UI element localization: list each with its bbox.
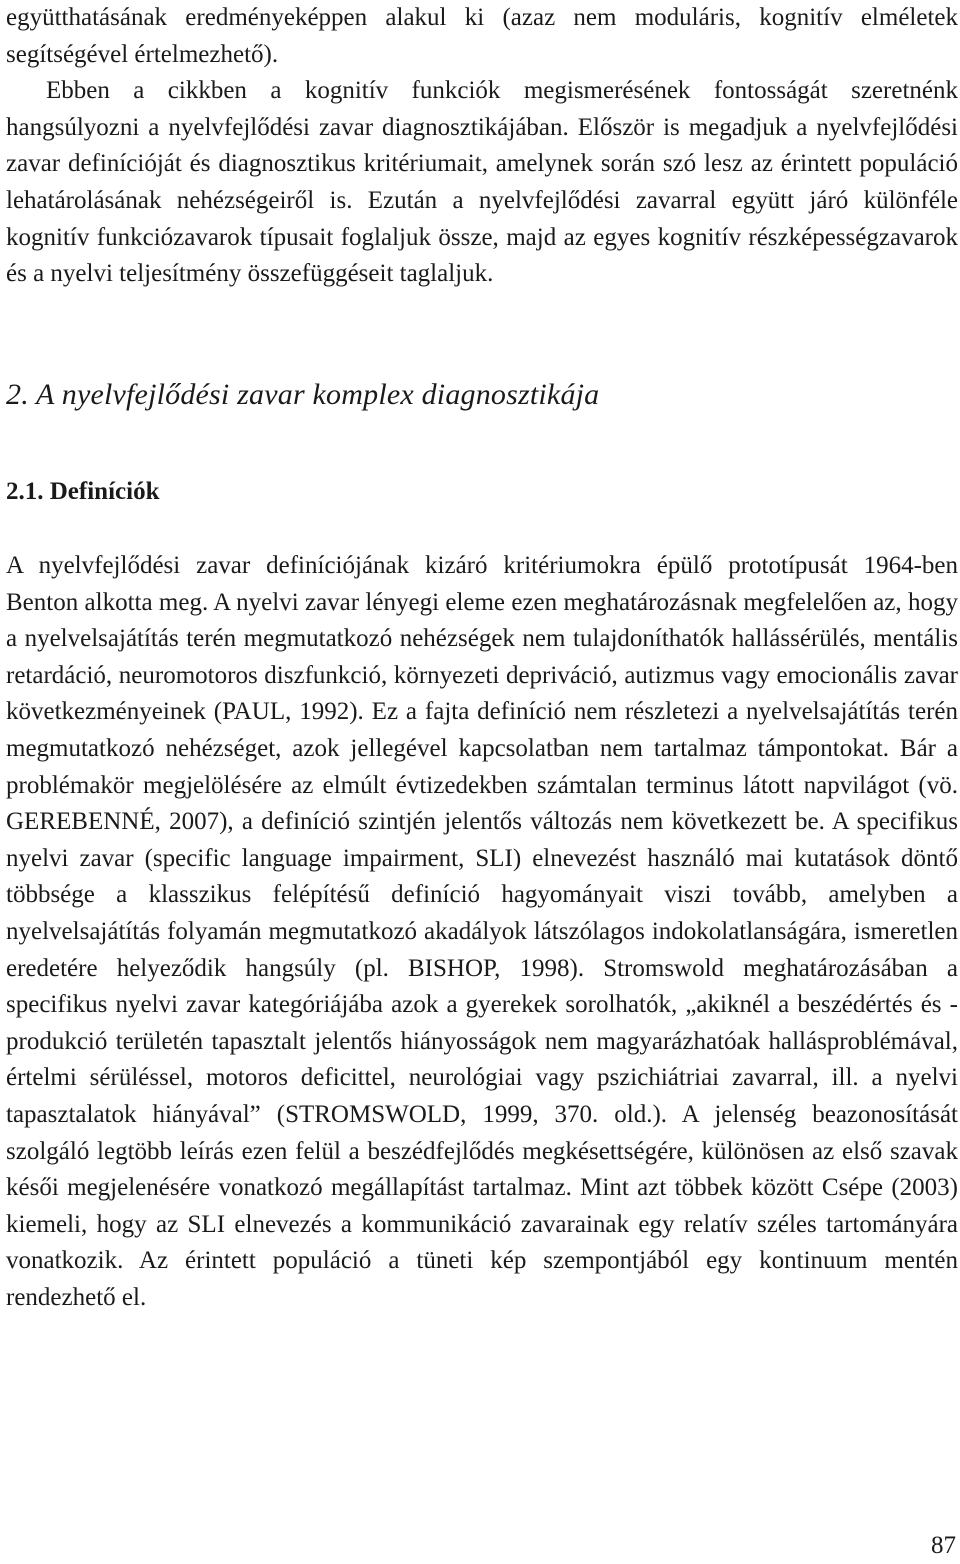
definitions-paragraph: A nyelvfejlődési zavar definíciójának kizáró kritériumokra épülő prototípusát 1964-ben Benton alkotta meg. A nyelvi zavar lényegi eleme ezen meghatározásnak megfelelően az, hogy a nyelvelsajátítás terén megmutatkozó nehézségek nem tulajdoníthatók hallássérülés, mentális retardáció, neuromotoros diszfunkció, környezeti depriváció, autizmus vagy emocionális zavar következményeinek (PAUL, 1992). Ez a fajta definíció nem részletezi a nyelvelsajátítás terén megmutatkozó nehézséget, azok jellegével kapcsolatban nem tartalmaz támpontokat. Bár a problémakör megjelölésére az elmúlt évtizedekben számtalan terminus látott napvilágot (vö. GEREBENNÉ, 2007), a definíció szintjén jelentős változás nem következett be. A specifikus nyelvi zavar (specific language impairment, SLI) elnevezést használó mai kutatások döntő többsége a klasszikus felépítésű definíció hagyományait viszi tovább, amelyben a nyelvelsajátítás folyamán megmutatkozó akadályok látszólagos indokolatlanságára, ismeretlen eredetére helyeződik hangsúly (pl. BISHOP, 1998). Stromswold meghatározásában a specifikus nyelvi zavar kategóriájába azok a gyerekek sorolhatók, „akiknél a beszédértés és -produkció területén tapasztalt jelentős hiányosságok nem magyarázhatóak hallásproblémával, értelmi sérüléssel, motoros deficittel, neurológiai vagy pszichiátriai zavarral, ill. a nyelvi tapasztalatok hiányával” (STROMSWOLD, 1999, 370. old.). A jelenség beazonosítását szolgáló legtöbb leírás ezen felül a beszédfejlődés megkésettségére, különösen az első szavak késői megjelenésére vonatkozó megállapítást tartalmaz. Mint azt többek között Csépe (2003) kiemeli, hogy az SLI elnevezés a kommunikáció zavarainak egy relatív széles tartományára vonatkozik. Az érintett populáció a tüneti kép szempontjából egy kontinuum mentén rendezhető el.	[6, 552, 958, 1311]
document-page	[6, 0, 958, 1311]
section-heading: 2. A nyelvfejlődési zavar komplex diagnosztikája	[6, 378, 600, 411]
page-number: 87	[931, 1532, 956, 1559]
subsection-heading: 2.1. Definíciók	[6, 478, 160, 505]
intro-first-line: együtthatásának eredményeképpen alakul ki (azaz nem moduláris, kognitív elméletek segítségével értelmezhető).	[6, 4, 958, 68]
intro-body: Ebben a cikkben a kognitív funkciók megismerésének fontosságát szeretnénk hangsúlyozni a nyelvfejlődési zavar diagnosztikájában. Először is megadjuk a nyelvfejlődési zavar definícióját és diagnosztikus kritériumait, amelynek során szó lesz az érintett populáció lehatárolásának nehézségeiről is. Ezután a nyelvfejlődési zavarral együtt járó különféle kognitív funkciózavarok típusait foglaljuk össze, majd az egyes kognitív részképességzavarok és a nyelvi teljesítmény összefüggéseit taglaljuk.	[6, 77, 958, 288]
intro-paragraph	[6, 0, 958, 293]
